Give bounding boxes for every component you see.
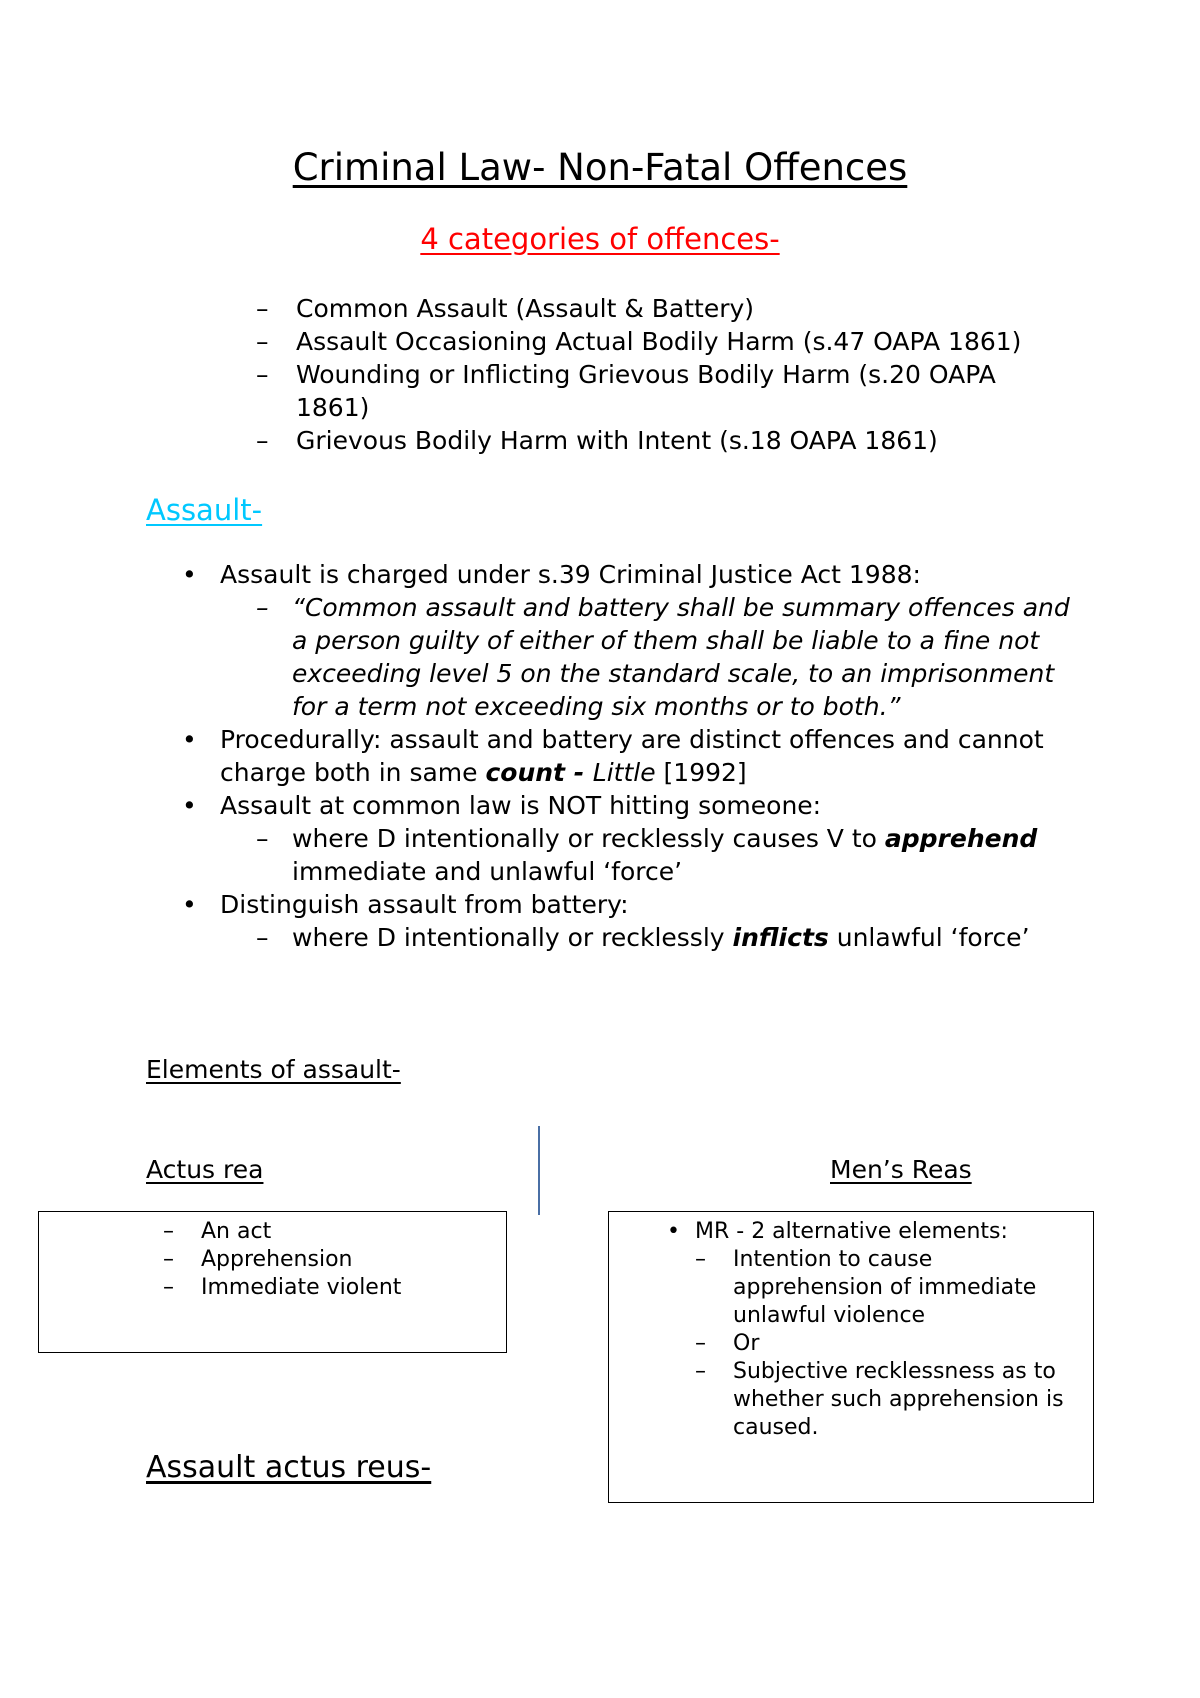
assault-point-2: Procedurally: assault and battery are distinct offences and cannot charge both in same bbox=[220, 725, 1044, 787]
sub-item bbox=[220, 822, 1080, 888]
list-item: – Subjective recklessness as to whether such apprehension is caused. bbox=[695, 1358, 1065, 1442]
sub-item-text: immediate and unlawful ‘force’ bbox=[292, 857, 683, 886]
sub-item-text: where D intentionally or recklessly bbox=[292, 923, 733, 952]
sub-item bbox=[220, 921, 1080, 954]
list-item: – Immediate violent bbox=[163, 1274, 493, 1302]
emphasis-inflicts: inflicts bbox=[732, 923, 829, 952]
mens-box bbox=[608, 1211, 1094, 1503]
list-item: – Grievous Bodily Harm with Intent (s.18 OAPA 1861) bbox=[256, 424, 1046, 457]
mens-bullet: • MR - 2 alternative elements: bbox=[667, 1219, 1008, 1244]
list-item bbox=[180, 789, 1080, 888]
assault-point-4: Distinguish assault from battery: bbox=[220, 890, 629, 919]
list-item: – Intention to cause apprehension of immediate unlawful violence bbox=[695, 1246, 1065, 1330]
assault-point-1: Assault is charged under s.39 Criminal Justice Act 1988: bbox=[220, 560, 921, 589]
page-title: Criminal Law- Non-Fatal Offences bbox=[292, 146, 908, 189]
list-item: – Apprehension bbox=[163, 1246, 493, 1274]
list-item bbox=[180, 888, 1080, 954]
list-item: – An act bbox=[163, 1218, 493, 1246]
assault-points bbox=[180, 558, 1080, 954]
sub-item-text: unlawful ‘force’ bbox=[828, 923, 1030, 952]
mens-bullet-text: MR - 2 alternative elements: bbox=[695, 1219, 1008, 1244]
categories-list bbox=[256, 292, 1046, 457]
actus-box bbox=[38, 1211, 507, 1353]
list-item: – Common Assault (Assault & Battery) bbox=[256, 292, 1046, 325]
case-name: Little bbox=[592, 758, 656, 787]
assault-point-3: Assault at common law is NOT hitting someone: bbox=[220, 791, 822, 820]
mens-heading: Men’s Reas bbox=[830, 1155, 972, 1184]
assault-actus-heading: Assault actus reus- bbox=[146, 1450, 432, 1485]
emphasis-count: count - bbox=[485, 758, 593, 787]
actus-heading: Actus rea bbox=[146, 1155, 264, 1184]
elements-heading: Elements of assault- bbox=[146, 1055, 401, 1084]
list-item bbox=[180, 723, 1080, 789]
case-year: [1992] bbox=[655, 758, 747, 787]
column-divider bbox=[538, 1126, 540, 1215]
list-item bbox=[180, 558, 1080, 723]
subtitle: 4 categories of offences- bbox=[420, 222, 780, 256]
assault-heading: Assault- bbox=[146, 493, 263, 527]
sub-item-text: where D intentionally or recklessly causes V to bbox=[292, 824, 885, 853]
list-item: – Assault Occasioning Actual Bodily Harm (s.47 OAPA 1861) bbox=[256, 325, 1046, 358]
statute-quote: – “Common assault and battery shall be summary offences and a person guilty of either of them shall be liable to a fine not exceeding level 5 on the standard scale, to an imprisonment for a term not exceeding six months or to both.” bbox=[220, 591, 1080, 723]
emphasis-apprehend: apprehend bbox=[884, 824, 1038, 853]
list-item: – Or bbox=[695, 1330, 1065, 1358]
list-item: – Wounding or Inflicting Grievous Bodily Harm (s.20 OAPA 1861) bbox=[256, 358, 1046, 424]
